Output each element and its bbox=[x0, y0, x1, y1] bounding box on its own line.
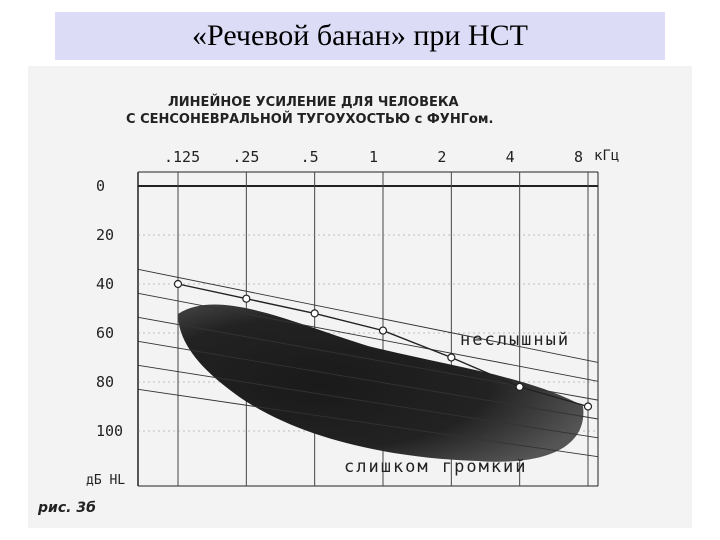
db-tick-label: 0 bbox=[96, 177, 106, 195]
slide-title-bar bbox=[55, 12, 665, 60]
threshold-point bbox=[311, 310, 318, 317]
freq-tick-label: .125 bbox=[164, 148, 201, 166]
db-tick-label: 60 bbox=[96, 324, 115, 342]
figure-heading-line1: ЛИНЕЙНОЕ УСИЛЕНИЕ ДЛЯ ЧЕЛОВЕКА bbox=[168, 95, 459, 110]
threshold-point bbox=[175, 281, 182, 288]
freq-tick-label: 8 bbox=[574, 148, 584, 166]
threshold-point bbox=[448, 354, 455, 361]
db-unit-label: дБ НL bbox=[86, 473, 126, 488]
threshold-point bbox=[243, 295, 250, 302]
threshold-point bbox=[516, 383, 523, 390]
freq-tick-label: 2 bbox=[437, 148, 447, 166]
inaudible-area-label: неслышный bbox=[460, 330, 571, 350]
freq-tick-label: 4 bbox=[505, 148, 515, 166]
figure-caption: рис. 3б bbox=[38, 500, 96, 516]
too-loud-area-label: слишком громкий bbox=[344, 457, 528, 477]
freq-tick-label: .5 bbox=[300, 148, 319, 166]
figure-heading-line2: С СЕНСОНЕВРАЛЬНОЙ ТУГОУХОСТЬЮ с ФУНГом. bbox=[126, 112, 494, 127]
audiogram-figure bbox=[28, 66, 692, 528]
db-tick-label: 20 bbox=[96, 226, 115, 244]
threshold-point bbox=[585, 403, 592, 410]
freq-tick-label: 1 bbox=[369, 148, 379, 166]
db-tick-label: 80 bbox=[96, 373, 115, 391]
freq-unit-label: кГц bbox=[594, 148, 620, 164]
slide-title: «Речевой банан» при НСТ bbox=[192, 19, 528, 52]
db-tick-label: 40 bbox=[96, 275, 115, 293]
audiogram-svg bbox=[28, 66, 692, 528]
db-tick-label: 100 bbox=[96, 422, 124, 440]
threshold-point bbox=[380, 327, 387, 334]
freq-tick-label: .25 bbox=[232, 148, 260, 166]
